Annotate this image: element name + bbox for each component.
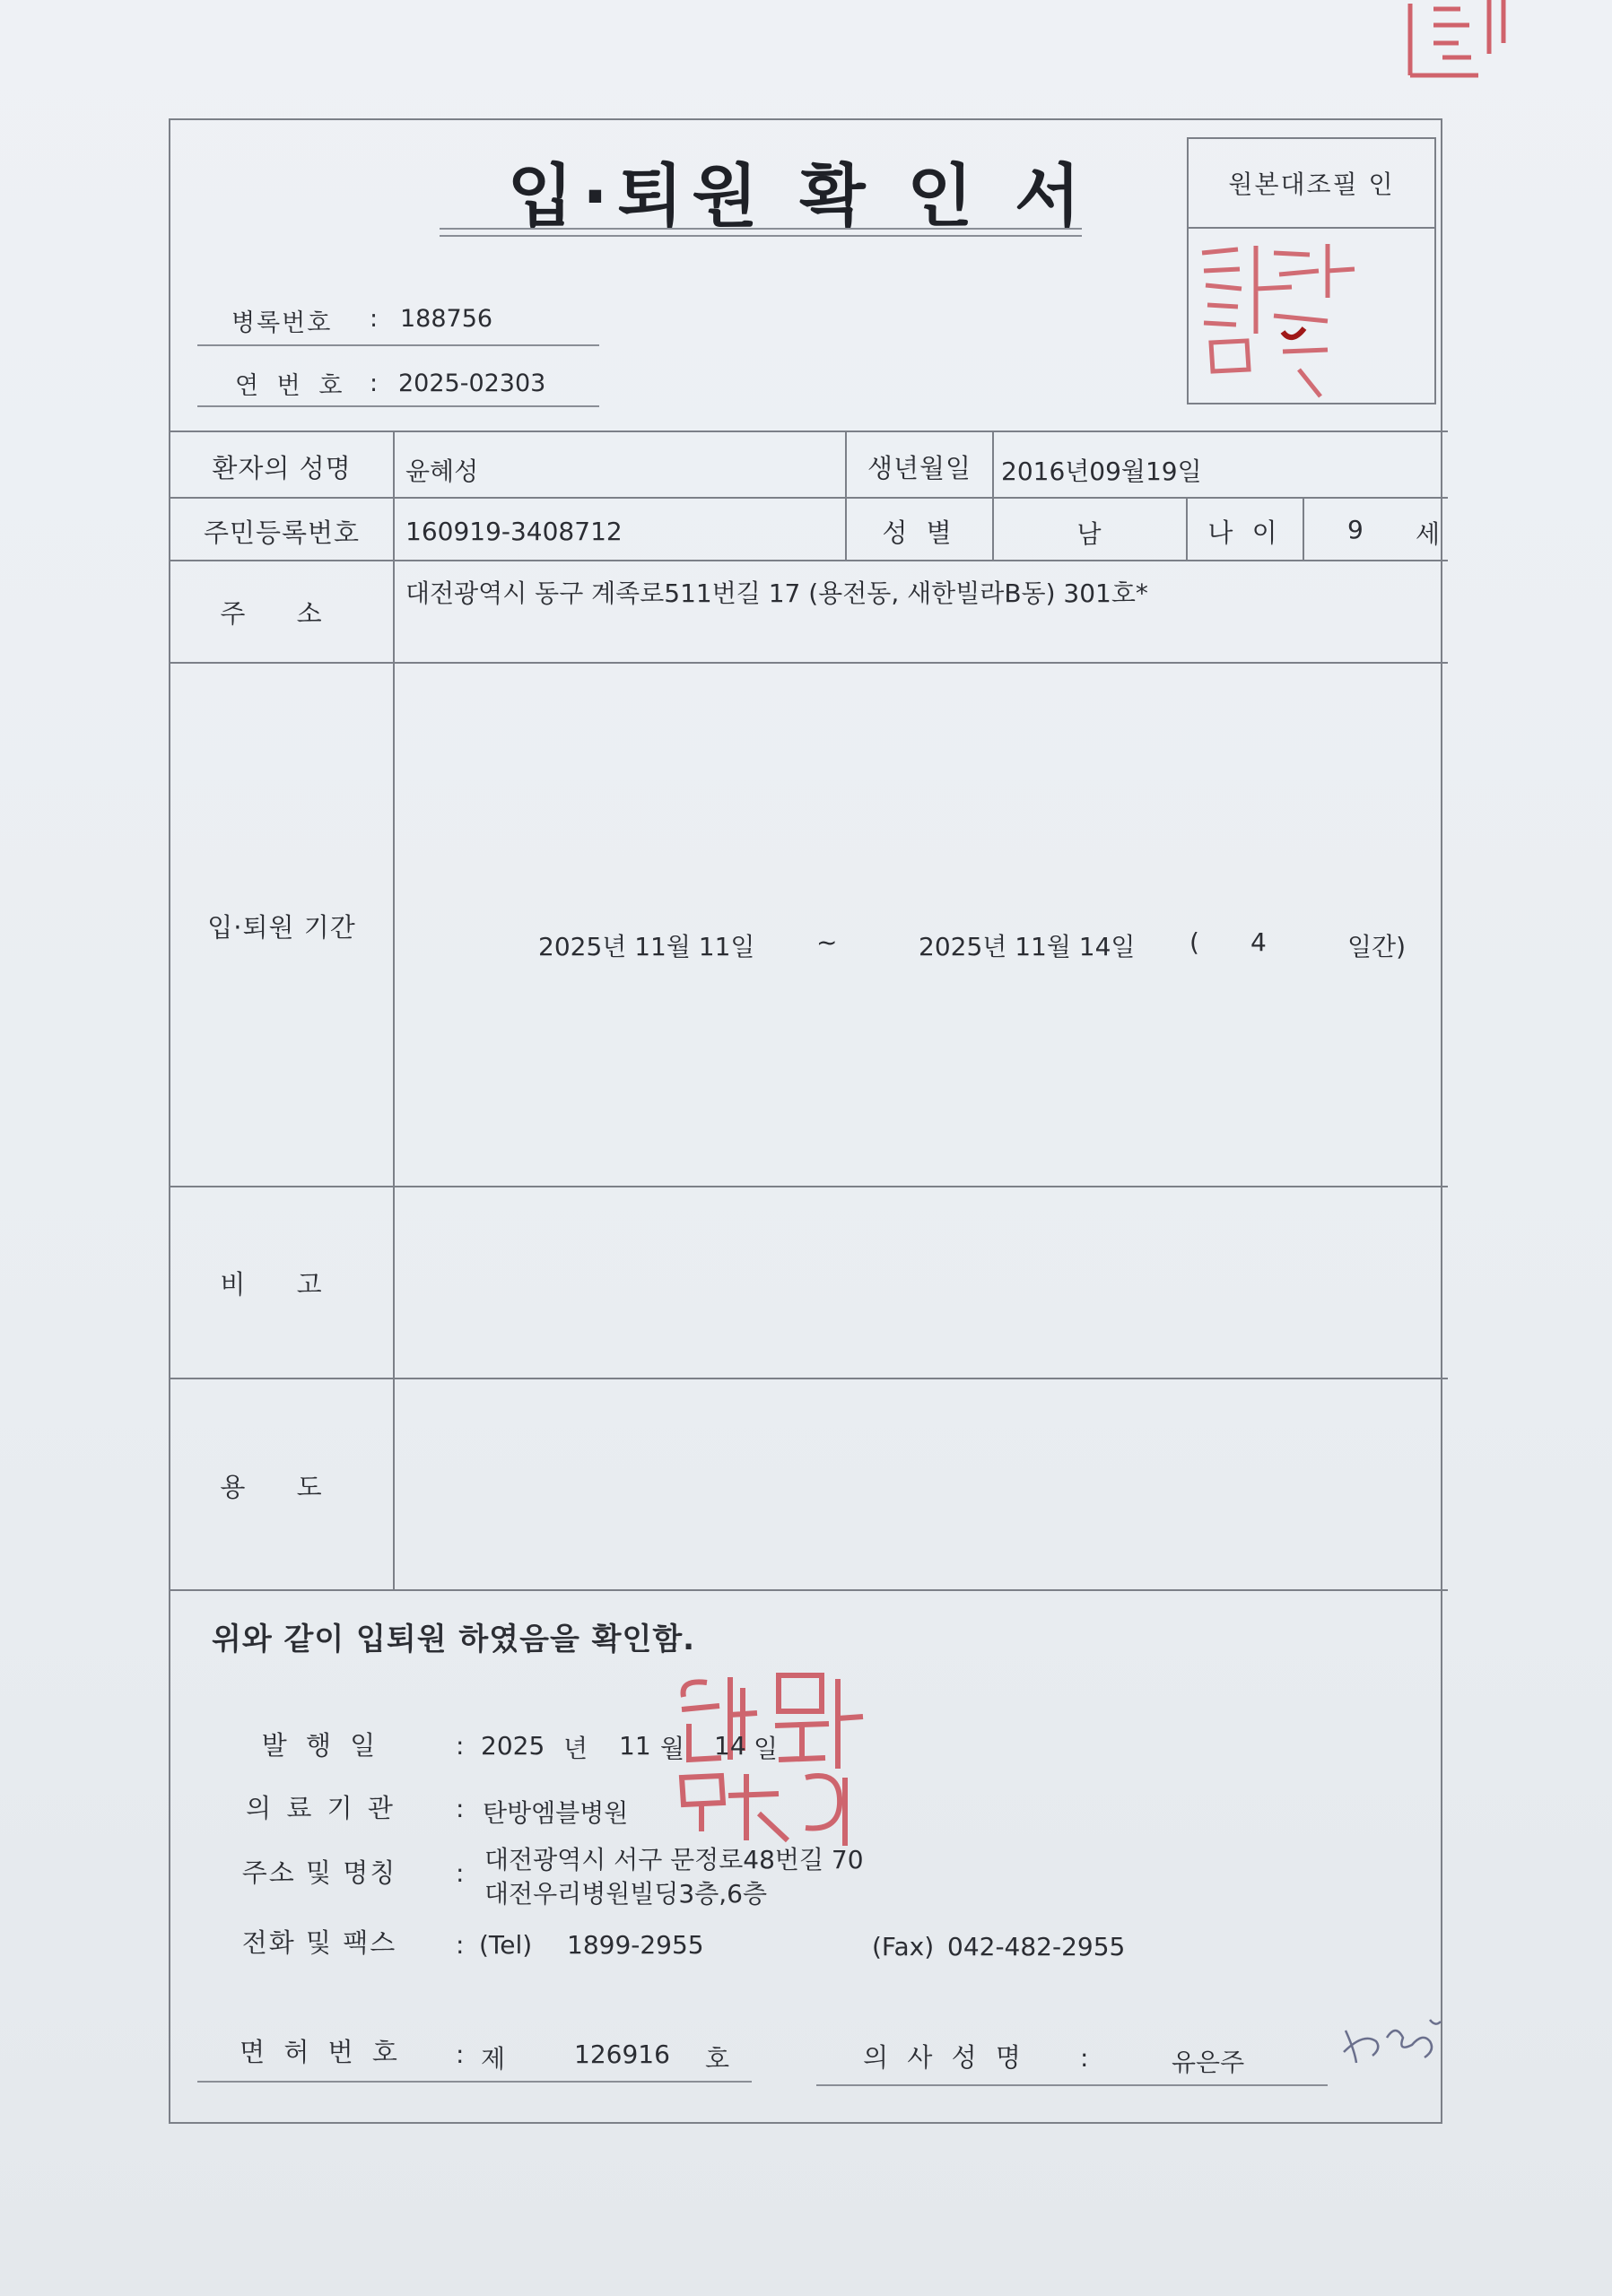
issue-month: 11: [619, 1731, 651, 1761]
license-suffix: 호: [705, 2044, 730, 2074]
days-count: 4: [1250, 927, 1267, 957]
hospital-address-line2: 대전우리병원빌딩3층,6층: [484, 1879, 768, 1909]
hospital-name: 탄방엠블병원: [483, 1798, 629, 1828]
hospital-label: 의 료 기 관: [246, 1793, 396, 1823]
table-row-divider: [169, 662, 1448, 664]
hospital-address-colon: :: [456, 1858, 465, 1888]
admission-tilde: ~: [816, 927, 838, 957]
title-underline-2: [440, 235, 1082, 237]
license-number: 126916: [574, 2039, 670, 2069]
issue-date-colon: :: [456, 1731, 465, 1761]
resident-number-label: 주민등록번호: [203, 517, 361, 548]
birth-date-value: 2016년09월19일: [1001, 457, 1202, 486]
table-label-column-divider: [393, 430, 395, 1589]
discharge-end-date: 2025년 11월 14일: [919, 932, 1136, 961]
issue-year: 2025: [481, 1731, 545, 1761]
license-underline: [197, 2081, 752, 2083]
chart-number-value: 188756: [400, 305, 493, 333]
resident-number-value: 160919-3408712: [405, 517, 623, 546]
remarks-label: 비 고: [220, 1269, 344, 1300]
corner-stamp-fragment: [1407, 0, 1514, 81]
table-row-divider: [169, 1186, 1448, 1187]
document-title: 입·퇴원 확 인 서: [507, 156, 1090, 236]
sex-value: 남: [1076, 519, 1102, 549]
serial-label: 연 번 호: [235, 372, 348, 400]
doctor-name: 유은주: [1172, 2048, 1245, 2077]
serial-value: 2025-02303: [398, 370, 546, 397]
phone-colon: :: [456, 1930, 465, 1960]
issue-year-unit: 년: [563, 1734, 588, 1763]
tel-number: 1899-2955: [567, 1930, 704, 1960]
fax-number: 042-482-2955: [947, 1932, 1126, 1961]
admission-start-date: 2025년 11월 11일: [538, 932, 755, 961]
doctor-signature: [1337, 2005, 1453, 2077]
table-row-divider: [169, 560, 1448, 561]
table-row-divider: [169, 1378, 1448, 1379]
issue-date-label: 발 행 일: [261, 1730, 381, 1761]
issue-month-unit: 월: [660, 1734, 685, 1763]
hospital-address-label: 주소 및 명칭: [241, 1857, 397, 1888]
verification-stamp-mark: [1193, 235, 1372, 414]
chart-number-colon: :: [370, 305, 379, 333]
birth-date-label: 생년월일: [867, 453, 972, 483]
confirmation-statement: 위와 같이 입퇴원 하였음을 확인함.: [212, 1622, 696, 1657]
doctor-name-underline: [816, 2084, 1328, 2086]
age-unit: 세: [1416, 519, 1441, 549]
fax-label: (Fax): [872, 1932, 935, 1961]
sex-label: 성 별: [882, 517, 957, 548]
license-prefix: 제: [481, 2044, 506, 2074]
purpose-label: 용 도: [220, 1472, 344, 1502]
issue-day: 14: [714, 1731, 746, 1761]
chart-number-underline: [197, 344, 599, 346]
age-label: 나 이: [1207, 517, 1283, 548]
table-top-border: [169, 430, 1448, 432]
issue-day-unit: 일: [754, 1734, 779, 1763]
title-underline: [440, 228, 1082, 230]
hospital-colon: :: [456, 1794, 465, 1823]
serial-underline: [197, 405, 599, 407]
admission-period-label: 입·퇴원 기간: [207, 912, 356, 943]
tel-label: (Tel): [479, 1930, 533, 1960]
patient-name-value: 윤혜성: [405, 457, 479, 486]
days-unit: 일간): [1347, 932, 1407, 961]
stamp-box-label: 원본대조필 인: [1189, 139, 1434, 229]
days-open-paren: (: [1189, 927, 1199, 957]
license-label: 면 허 번 호: [240, 2037, 403, 2067]
address-label: 주 소: [220, 598, 344, 629]
doctor-name-label: 의 사 성 명: [863, 2042, 1026, 2073]
doctor-name-colon: :: [1080, 2043, 1089, 2073]
table-bottom-border: [169, 1589, 1448, 1591]
table-column-divider: [1303, 497, 1304, 560]
age-value: 9: [1347, 515, 1364, 544]
patient-name-label: 환자의 성명: [212, 453, 352, 483]
hospital-address-line1: 대전광역시 서구 문정로48번길 70: [484, 1845, 864, 1874]
table-row-divider: [169, 497, 1448, 499]
address-value: 대전광역시 동구 계족로511번길 17 (용전동, 새한빌라B동) 301호*: [405, 578, 1148, 608]
license-colon: :: [456, 2039, 465, 2069]
chart-number-label: 병록번호: [231, 309, 333, 337]
phone-fax-label: 전화 및 팩스: [241, 1927, 397, 1958]
serial-colon: :: [370, 370, 379, 397]
